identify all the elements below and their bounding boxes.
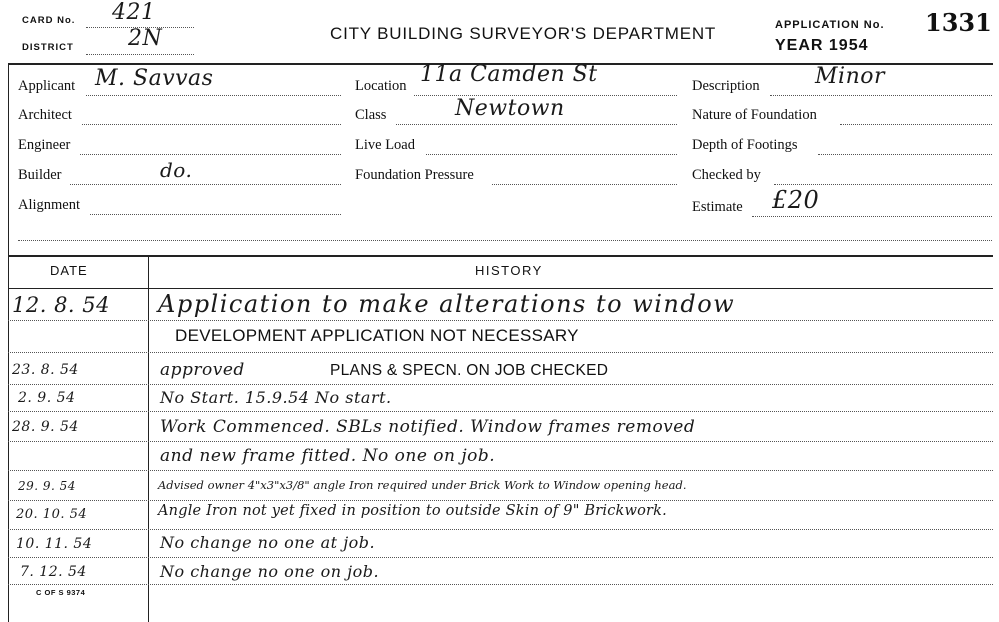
blank-field-line — [18, 240, 992, 241]
history-date: 28. 9. 54 — [12, 419, 79, 435]
builder-line — [70, 184, 341, 185]
estimate-value: £20 — [772, 186, 820, 214]
card-no-value: 421 — [112, 0, 156, 25]
checked-by-label: Checked by — [692, 167, 761, 183]
date-column-divider — [148, 255, 149, 622]
history-date: 20. 10. 54 — [16, 507, 88, 522]
history-top-rule — [8, 255, 993, 257]
history-date: 23. 8. 54 — [12, 362, 79, 378]
builder-value: do. — [160, 158, 193, 182]
history-date: 2. 9. 54 — [18, 390, 76, 406]
history-entry: Angle Iron not yet fixed in position to outside Skin of 9" Brickwork. — [158, 503, 667, 519]
foundation-pressure-line — [492, 184, 677, 185]
row-rule — [8, 441, 993, 442]
engineer-line — [80, 154, 341, 155]
alignment-line — [90, 214, 341, 215]
history-header: HISTORY — [475, 263, 543, 278]
history-entry: and new frame fitted. No one on job. — [160, 446, 496, 466]
builder-label: Builder — [18, 167, 62, 183]
history-entry: No change no one at job. — [160, 533, 376, 552]
history-header-rule — [8, 288, 993, 289]
checked-by-line — [774, 184, 992, 185]
row-rule — [8, 584, 993, 585]
row-rule — [8, 320, 993, 321]
nature-of-foundation-label: Nature of Foundation — [692, 107, 817, 123]
district-line — [86, 54, 194, 55]
row-rule — [8, 384, 993, 385]
estimate-line — [752, 216, 992, 217]
location-value: 11a Camden St — [420, 62, 598, 87]
class-value: Newtown — [455, 96, 565, 121]
description-label: Description — [692, 78, 760, 94]
row-rule — [8, 352, 993, 353]
location-label: Location — [355, 78, 407, 94]
history-stamp: PLANS & SPECN. ON JOB CHECKED — [330, 362, 609, 379]
row-rule — [8, 411, 993, 412]
row-rule — [8, 557, 993, 558]
application-no-label: APPLICATION No. — [775, 19, 885, 31]
estimate-label: Estimate — [692, 199, 743, 215]
nature-of-foundation-line — [840, 124, 992, 125]
description-value: Minor — [815, 64, 885, 89]
class-line — [396, 124, 677, 125]
history-entry: Application to make alterations to window — [158, 290, 736, 318]
row-rule — [8, 529, 993, 530]
history-stamp: DEVELOPMENT APPLICATION NOT NECESSARY — [175, 326, 579, 345]
architect-line — [82, 124, 341, 125]
history-entry: approved — [160, 360, 245, 380]
card-no-label: CARD No. — [22, 15, 76, 26]
architect-label: Architect — [18, 107, 72, 123]
row-rule — [8, 470, 993, 471]
form-code: C OF S 9374 — [36, 588, 86, 597]
depth-of-footings-line — [818, 154, 992, 155]
history-entry: Work Commenced. SBLs notified. Window frames removed — [160, 417, 696, 437]
row-rule — [8, 500, 993, 501]
applicant-line — [86, 95, 341, 96]
applicant-value: M. Savvas — [95, 66, 214, 91]
application-no-value: 1331 — [925, 8, 992, 37]
year-label: YEAR 1954 — [775, 37, 869, 54]
live-load-label: Live Load — [355, 137, 415, 153]
left-frame — [8, 63, 9, 622]
live-load-line — [426, 154, 677, 155]
alignment-label: Alignment — [18, 197, 81, 213]
history-date: 29. 9. 54 — [18, 479, 76, 493]
department-title: CITY BUILDING SURVEYOR'S DEPARTMENT — [330, 24, 717, 43]
history-date: 10. 11. 54 — [16, 536, 93, 552]
applicant-label: Applicant — [18, 78, 76, 94]
foundation-pressure-label: Foundation Pressure — [355, 167, 474, 183]
history-date: 7. 12. 54 — [20, 564, 87, 580]
district-value: 2N — [128, 26, 163, 51]
depth-of-footings-label: Depth of Footings — [692, 137, 798, 153]
engineer-label: Engineer — [18, 137, 71, 153]
history-entry: Advised owner 4"x3"x3/8" angle Iron required under Brick Work to Window opening head. — [158, 478, 687, 492]
class-label: Class — [355, 107, 387, 123]
history-entry: No change no one on job. — [160, 562, 380, 581]
district-label: DISTRICT — [22, 42, 74, 53]
date-header: DATE — [50, 263, 88, 278]
history-date: 12. 8. 54 — [12, 293, 111, 317]
history-entry: No Start. 15.9.54 No start. — [160, 388, 392, 407]
description-line — [770, 95, 992, 96]
